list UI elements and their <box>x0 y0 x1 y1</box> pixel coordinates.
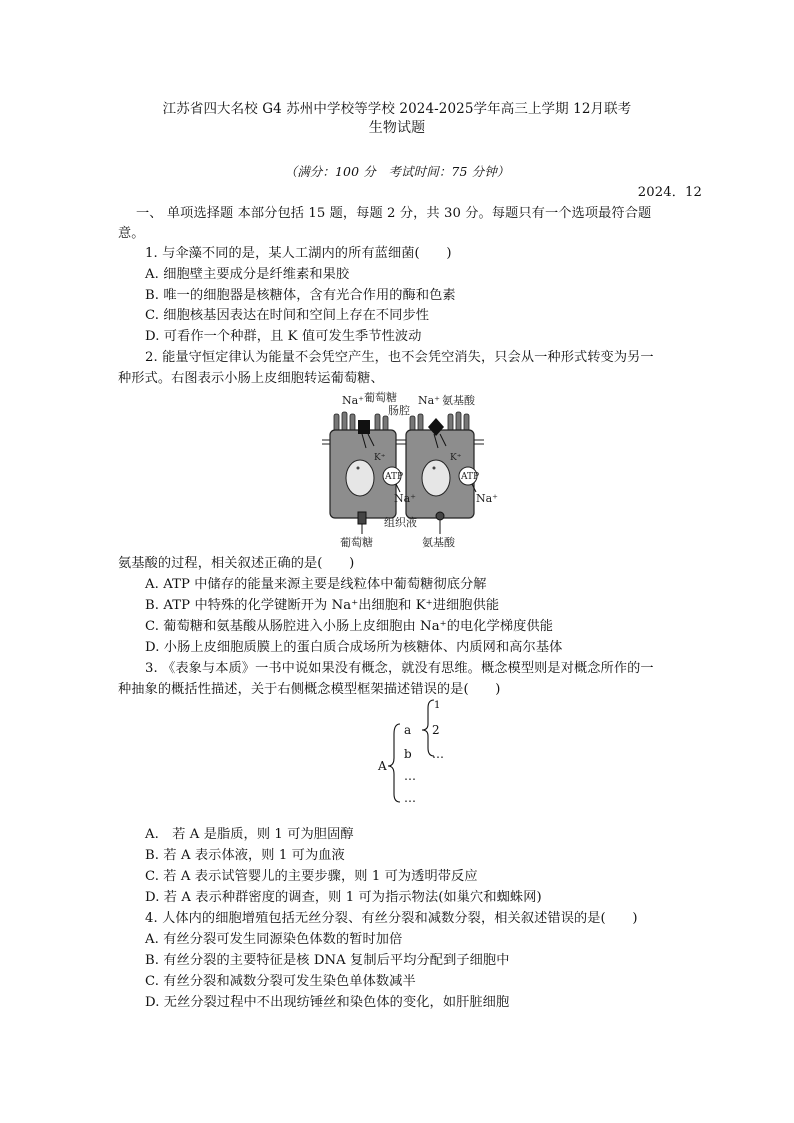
fig-atp-left: ATP <box>385 472 404 482</box>
fig-amino-top: 氨基酸 <box>442 394 475 407</box>
model-one: 1 <box>434 700 441 711</box>
section-heading-cont: 意。 <box>118 226 145 241</box>
q3-option-c: C. 若 A 表示试管婴儿的主要步骤，则 1 可为透明带反应 <box>145 869 478 884</box>
q4-option-b: B. 有丝分裂的主要特征是核 DNA 复制后平均分配到子细胞中 <box>145 953 510 968</box>
intestinal-cell-figure <box>322 388 504 550</box>
model-dots-1: … <box>404 769 416 783</box>
fig-na-out-left: Na⁺ <box>394 492 416 505</box>
q3-stem-line1: 3. 《表象与本质》一书中说如果没有概念，就没有思维。概念模型则是对概念所作的一 <box>145 661 654 676</box>
fig-amino-bottom: 氨基酸 <box>422 536 455 549</box>
q2-option-a: A. ATP 中储存的能量来源主要是线粒体中葡萄糖彻底分解 <box>145 577 487 592</box>
model-root-a: A <box>378 759 387 773</box>
q1-option-b: B. 唯一的细胞器是核糖体，含有光合作用的酶和色素 <box>145 288 456 303</box>
model-dots-3: … <box>432 747 444 761</box>
fig-glucose-top: 葡萄糖 <box>364 391 397 404</box>
q1-option-c: C. 细胞核基因表达在时间和空间上存在不同步性 <box>145 308 430 323</box>
q3-option-b: B. 若 A 表示体液，则 1 可为血液 <box>145 848 345 863</box>
q2-option-d: D. 小肠上皮细胞质膜上的蛋白质合成场所为核糖体、内质网和高尔基体 <box>145 640 563 655</box>
nucleus-right <box>422 460 450 496</box>
q4-option-d: D. 无丝分裂过程中不出现纺锤丝和染色体的变化，如肝脏细胞 <box>145 995 510 1010</box>
q2-option-b: B. ATP 中特殊的化学键断开为 Na⁺出细胞和 K⁺进细胞供能 <box>145 598 500 613</box>
q2-stem-line2: 种形式。右图表示小肠上皮细胞转运葡萄糖、 <box>118 371 384 386</box>
q2-stem-line3: 氨基酸的过程，相关叙述正确的是( ) <box>118 556 355 571</box>
fig-k-right: K⁺ <box>450 453 462 463</box>
fig-k-left: K⁺ <box>374 453 386 463</box>
fig-glucose-bottom: 葡萄糖 <box>340 536 373 549</box>
fig-na-left: Na⁺ <box>342 394 364 407</box>
q4-option-a: A. 有丝分裂可发生同源染色体数的暂时加倍 <box>145 932 403 947</box>
basal-amino-carrier <box>436 512 444 520</box>
q1-stem: 1. 与伞藻不同的是，某人工湖内的所有蓝细菌( ) <box>145 246 452 261</box>
glucose-carrier <box>358 420 370 434</box>
q3-option-a: A. 若 A 是脂质，则 1 可为胆固醇 <box>145 827 354 842</box>
basal-glucose-carrier <box>358 512 366 524</box>
section-heading: 一、 单项选择题 本部分包括 15 题，每题 2 分，共 30 分。每题只有一个选项最符合题 <box>136 206 652 221</box>
subject-title: 生物试题 <box>368 120 426 136</box>
exam-title: 江苏省四大名校 G4 苏州中学校等学校 2024-2025学年高三上学期 12月联考 <box>162 101 632 117</box>
model-outer-brace <box>388 724 400 802</box>
nucleus-left <box>346 460 374 496</box>
concept-model-figure <box>374 694 454 808</box>
q1-option-d: D. 可看作一个种群，且 K 值可发生季节性波动 <box>145 329 422 344</box>
model-dots-2: … <box>404 791 416 805</box>
score-info: （满分：100 分 考试时间：75 分钟） <box>284 164 510 179</box>
fig-atp-right: ATP <box>461 472 480 482</box>
q3-option-d: D. 若 A 表示种群密度的调查，则 1 可为指示物法(如巢穴和蜘蛛网) <box>145 890 542 905</box>
model-a: a <box>404 723 412 737</box>
q4-stem: 4. 人体内的细胞增殖包括无丝分裂、有丝分裂和减数分裂，相关叙述错误的是( ) <box>145 911 638 926</box>
q2-option-c: C. 葡萄糖和氨基酸从肠腔进入小肠上皮细胞由 Na⁺的电化学梯度供能 <box>145 619 554 634</box>
model-b: b <box>404 747 412 761</box>
fig-lumen: 肠腔 <box>388 404 410 417</box>
exam-date: 2024．12 <box>637 185 702 200</box>
fig-tissue-fluid: 组织液 <box>384 516 417 529</box>
model-two: 2 <box>432 723 440 737</box>
q3-stem-line2: 种抽象的概括性描述，关于右侧概念模型框架描述错误的是( ) <box>118 682 501 697</box>
q1-option-a: A. 细胞壁主要成分是纤维素和果胶 <box>145 267 350 282</box>
fig-na-right: Na⁺ <box>418 394 440 407</box>
q4-option-c: C. 有丝分裂和减数分裂可发生染色单体数减半 <box>145 974 416 989</box>
q2-stem-line1: 2. 能量守恒定律认为能量不会凭空产生，也不会凭空消失，只会从一种形式转变为另一 <box>145 350 654 365</box>
fig-na-out-right: Na⁺ <box>476 492 498 505</box>
